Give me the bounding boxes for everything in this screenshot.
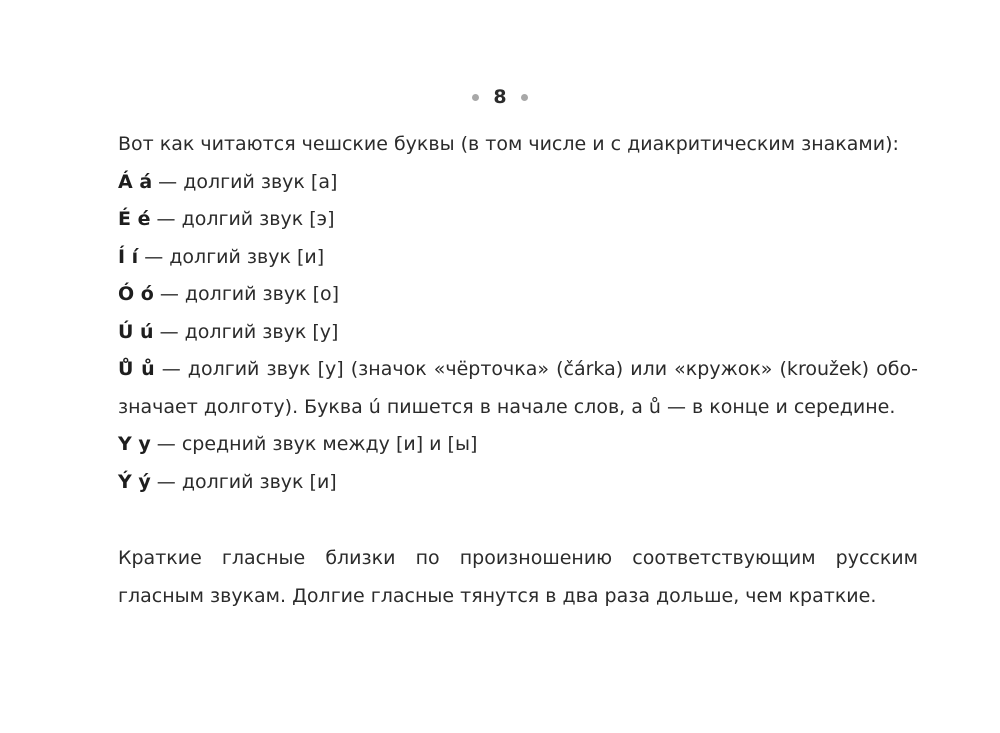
page-number-header (0, 84, 1000, 110)
letter-description: — долгий звук [э] (150, 208, 335, 230)
left-dot-ornament (472, 94, 479, 101)
letter-description: — долгий звук [и] (150, 470, 337, 493)
letter-row-y (118, 426, 918, 464)
closing-paragraph-line-1: Краткие гласные близки по произношению соответствующим русским (118, 547, 918, 569)
letter-glyphs: Ú ú (118, 320, 154, 343)
letter-row-i (118, 239, 918, 277)
letter-row-u-ring-continuation: значает долготу). Буква ú пишется в начале слов, а ů — в конце и середине. (118, 395, 896, 418)
letter-description: — долгий звук [о] (153, 283, 340, 305)
intro-line: Вот как читаются чешские буквы (в том числе и с диакритическим знаками): (118, 133, 899, 155)
letter-row-u (118, 314, 918, 352)
letter-description: — долгий звук [у] (значок «чёрточка» (čárka) или «кружок» (kroužek) обо- (154, 358, 918, 380)
letter-glyphs: Ó ó (118, 283, 154, 305)
letter-description: — долгий звук [у] (153, 320, 339, 343)
paragraph-spacer (118, 501, 918, 540)
letter-row-e (118, 201, 918, 239)
page-number: 8 (493, 86, 507, 108)
letter-description: — средний звук между [и] и [ы] (150, 433, 478, 455)
letter-row-a (118, 164, 918, 202)
letter-glyphs: Y y (118, 433, 151, 455)
closing-paragraph-line-2: гласным звукам. Долгие гласные тянутся в два раза дольше, чем краткие. (118, 584, 877, 607)
letter-glyphs: Ý ý (118, 470, 151, 493)
letter-row-y-acute (118, 464, 918, 502)
letter-glyphs: Í í (118, 245, 139, 268)
letter-row-o (118, 276, 918, 314)
letter-glyphs: Á á (118, 170, 153, 193)
letter-description: — долгий звук [а] (152, 170, 338, 193)
right-dot-ornament (521, 94, 528, 101)
letter-glyphs: É é (118, 208, 151, 230)
letter-glyphs: Ů ů (118, 358, 155, 380)
letter-row-u-ring (118, 351, 918, 389)
page-body (118, 126, 918, 615)
letter-description: — долгий звук [и] (138, 245, 325, 268)
